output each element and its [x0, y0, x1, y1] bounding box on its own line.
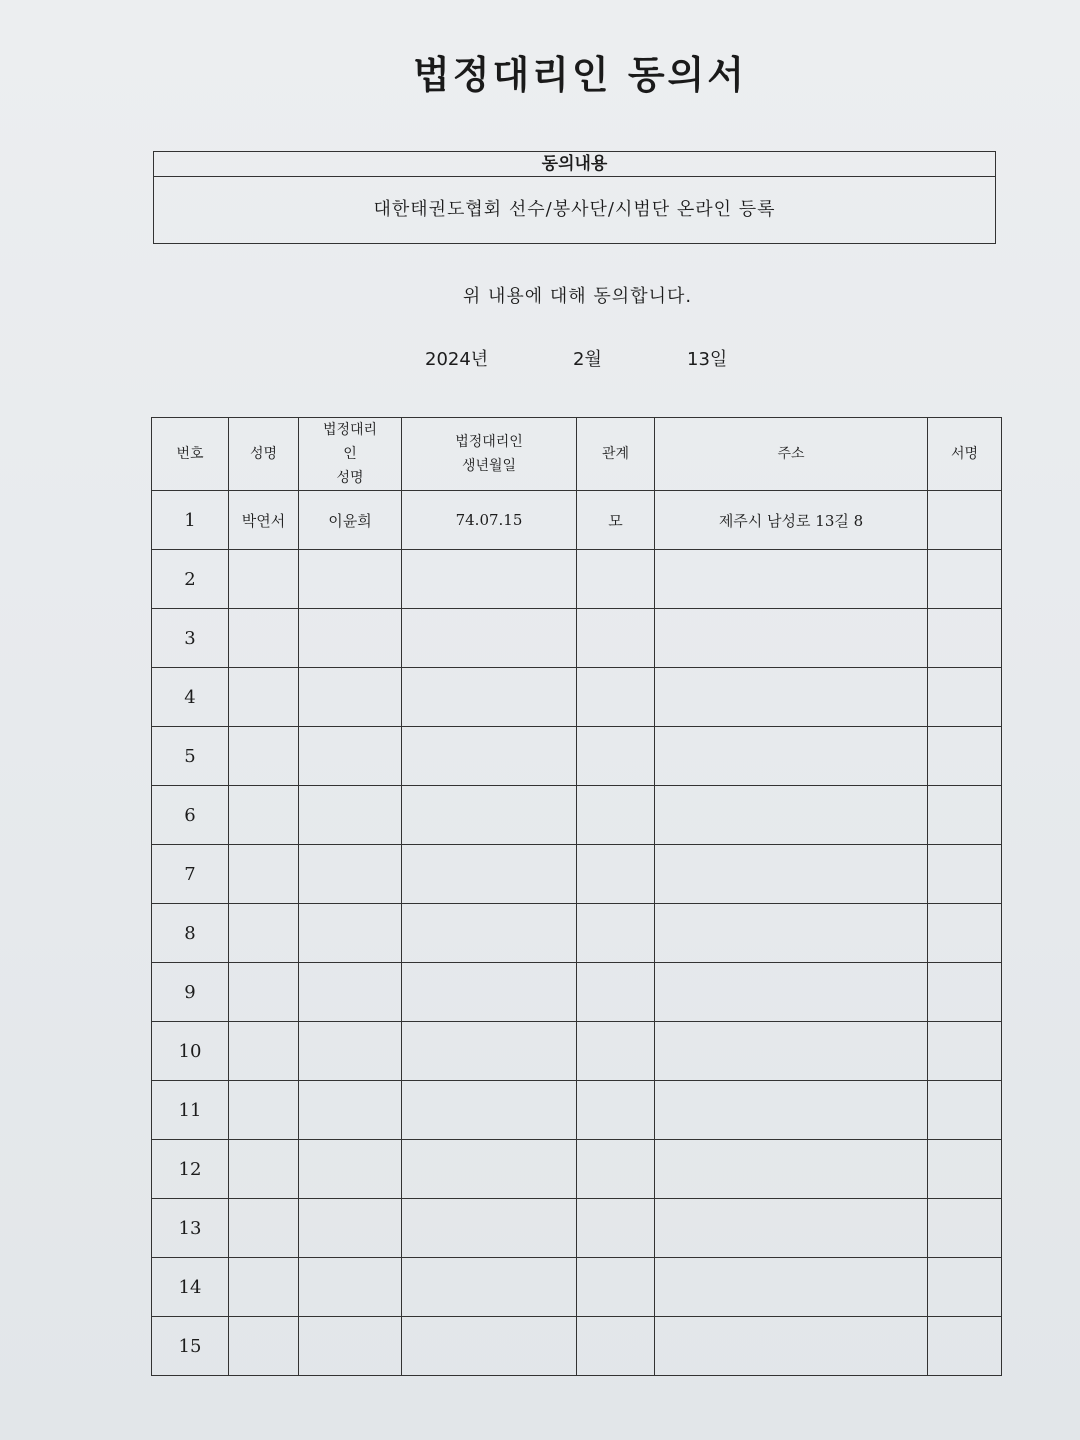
cell-signature: [928, 786, 1002, 845]
table-row: [152, 963, 1002, 1022]
cell-relation: [577, 727, 655, 786]
table-row: [152, 609, 1002, 668]
cell-guardian-name: [299, 668, 402, 727]
header-signature: [928, 418, 1002, 491]
table-row: [152, 1317, 1002, 1376]
cell-number: 15: [152, 1317, 229, 1376]
cell-name: [229, 1258, 299, 1317]
header-guardian-birthdate-label: 법정대리인 생년월일: [455, 434, 523, 474]
header-guardian-name-label: 법정대리 인 성명: [322, 422, 378, 486]
cell-address: [655, 845, 928, 904]
cell-number: 12: [152, 1140, 229, 1199]
cell-number: 7: [152, 845, 229, 904]
cell-signature: [928, 845, 1002, 904]
cell-name: [229, 845, 299, 904]
cell-guardian-name: [299, 727, 402, 786]
header-relation-label: 관계: [601, 446, 630, 462]
header-address-label: 주소: [777, 446, 805, 462]
table-row: [152, 1258, 1002, 1317]
cell-address: [655, 904, 928, 963]
table-row: [152, 550, 1002, 609]
cell-name: [229, 609, 299, 668]
header-name-label: 성명: [249, 446, 278, 462]
cell-number: 11: [152, 1081, 229, 1140]
cell-name: [229, 1317, 299, 1376]
cell-number: 10: [152, 1022, 229, 1081]
cell-relation: [577, 1258, 655, 1317]
table-row: [152, 1081, 1002, 1140]
header-address: [655, 418, 928, 491]
consent-content-box: [153, 151, 996, 244]
cell-guardian-name: [299, 1022, 402, 1081]
cell-guardian-name: [299, 1317, 402, 1376]
cell-guardian-name: [299, 963, 402, 1022]
cell-name: [229, 727, 299, 786]
cell-address: [655, 786, 928, 845]
cell-relation: [577, 1081, 655, 1140]
cell-signature: [928, 550, 1002, 609]
cell-relation: [577, 904, 655, 963]
cell-name: [229, 1081, 299, 1140]
cell-address: [655, 1140, 928, 1199]
cell-signature: [928, 491, 1002, 550]
cell-guardian-name: [299, 845, 402, 904]
header-guardian-birthdate: [402, 418, 577, 491]
cell-guardian-birthdate: [402, 609, 577, 668]
cell-guardian-birthdate: [402, 845, 577, 904]
cell-name: [229, 1022, 299, 1081]
cell-guardian-birthdate: 74.07.15: [402, 491, 577, 550]
cell-name: [229, 1199, 299, 1258]
cell-address: [655, 1081, 928, 1140]
cell-number: 6: [152, 786, 229, 845]
agreement-statement: 위 내용에 대해 동의합니다.: [462, 286, 693, 307]
date-day: 13일: [687, 349, 728, 370]
table-row: [152, 845, 1002, 904]
cell-guardian-name: [299, 1140, 402, 1199]
cell-name: [229, 786, 299, 845]
date-month: 2월: [573, 349, 602, 370]
cell-signature: [928, 1140, 1002, 1199]
cell-guardian-birthdate: [402, 786, 577, 845]
header-number: [152, 418, 229, 491]
cell-number: 4: [152, 668, 229, 727]
header-signature-label: 서명: [950, 446, 979, 462]
cell-signature: [928, 668, 1002, 727]
cell-address: [655, 1258, 928, 1317]
cell-address: [655, 1317, 928, 1376]
cell-address: 제주시 남성로 13길 8: [655, 491, 928, 550]
cell-signature: [928, 727, 1002, 786]
cell-signature: [928, 963, 1002, 1022]
cell-relation: [577, 786, 655, 845]
cell-guardian-birthdate: [402, 1022, 577, 1081]
date-year: 2024년: [425, 349, 489, 370]
cell-name: [229, 963, 299, 1022]
cell-guardian-name: 이윤희: [299, 491, 402, 550]
header-name: [229, 418, 299, 491]
table-row: [152, 904, 1002, 963]
registration-table: [151, 417, 1002, 1376]
cell-guardian-birthdate: [402, 727, 577, 786]
cell-address: [655, 963, 928, 1022]
cell-relation: [577, 963, 655, 1022]
header-number-label: 번호: [176, 446, 204, 462]
table-row: [152, 1199, 1002, 1258]
header-guardian-name: [299, 418, 402, 491]
cell-name: 박연서: [229, 491, 299, 550]
cell-signature: [928, 1317, 1002, 1376]
consent-content-text: 대한태권도협회 선수/봉사단/시범단 온라인 등록: [373, 199, 776, 220]
cell-guardian-birthdate: [402, 1258, 577, 1317]
table-row: [152, 491, 1002, 550]
cell-number: 5: [152, 727, 229, 786]
cell-guardian-birthdate: [402, 904, 577, 963]
table-row: [152, 1140, 1002, 1199]
cell-guardian-name: [299, 904, 402, 963]
cell-relation: [577, 845, 655, 904]
cell-relation: [577, 550, 655, 609]
cell-relation: [577, 668, 655, 727]
cell-guardian-name: [299, 1258, 402, 1317]
cell-signature: [928, 1258, 1002, 1317]
document-title: 법정대리인 동의서: [413, 53, 747, 97]
cell-signature: [928, 1199, 1002, 1258]
cell-name: [229, 668, 299, 727]
table-row: [152, 727, 1002, 786]
cell-number: 3: [152, 609, 229, 668]
cell-name: [229, 550, 299, 609]
cell-number: 14: [152, 1258, 229, 1317]
cell-number: 9: [152, 963, 229, 1022]
consent-content-header: 동의내용: [154, 152, 995, 177]
cell-relation: [577, 1199, 655, 1258]
cell-relation: [577, 1140, 655, 1199]
cell-relation: [577, 609, 655, 668]
cell-number: 8: [152, 904, 229, 963]
cell-signature: [928, 1022, 1002, 1081]
cell-guardian-birthdate: [402, 1081, 577, 1140]
table-row: [152, 1022, 1002, 1081]
cell-number: 2: [152, 550, 229, 609]
table-body: [152, 491, 1002, 1376]
cell-guardian-name: [299, 786, 402, 845]
cell-guardian-birthdate: [402, 1140, 577, 1199]
table-header-row: [152, 418, 1002, 491]
cell-guardian-name: [299, 550, 402, 609]
cell-number: 1: [152, 491, 229, 550]
cell-address: [655, 1022, 928, 1081]
cell-guardian-birthdate: [402, 963, 577, 1022]
cell-relation: [577, 1022, 655, 1081]
cell-guardian-name: [299, 1081, 402, 1140]
cell-guardian-birthdate: [402, 550, 577, 609]
cell-address: [655, 1199, 928, 1258]
cell-guardian-name: [299, 1199, 402, 1258]
cell-guardian-name: [299, 609, 402, 668]
cell-address: [655, 727, 928, 786]
cell-signature: [928, 609, 1002, 668]
table-row: [152, 668, 1002, 727]
cell-guardian-birthdate: [402, 668, 577, 727]
cell-signature: [928, 904, 1002, 963]
cell-number: 13: [152, 1199, 229, 1258]
cell-guardian-birthdate: [402, 1199, 577, 1258]
cell-name: [229, 904, 299, 963]
table-row: [152, 786, 1002, 845]
cell-relation: 모: [577, 491, 655, 550]
cell-address: [655, 550, 928, 609]
cell-guardian-birthdate: [402, 1317, 577, 1376]
header-relation: [577, 418, 655, 491]
cell-signature: [928, 1081, 1002, 1140]
cell-name: [229, 1140, 299, 1199]
cell-address: [655, 668, 928, 727]
cell-address: [655, 609, 928, 668]
cell-relation: [577, 1317, 655, 1376]
